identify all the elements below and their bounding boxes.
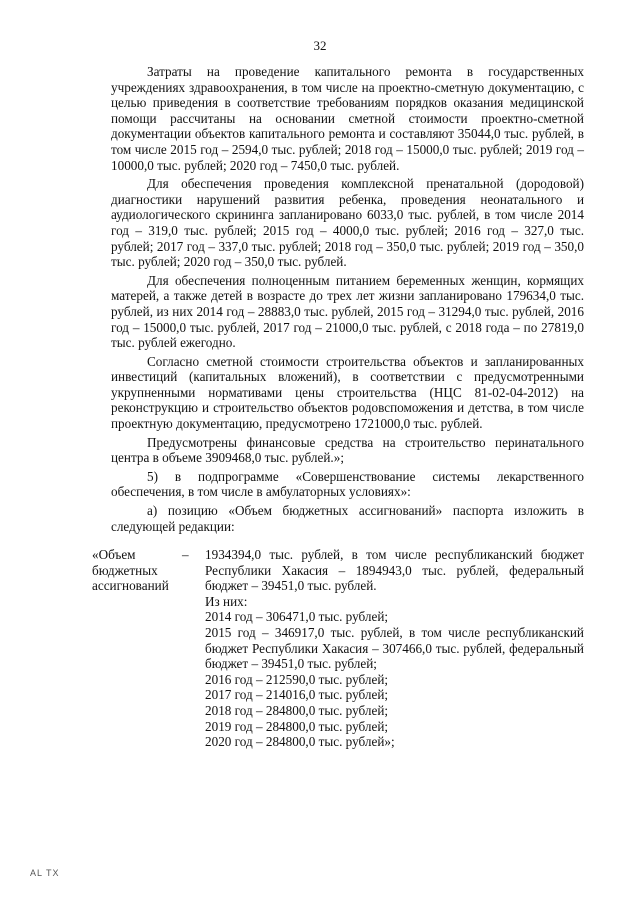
document-body [111, 64, 584, 537]
passport-year-2016: 2016 год – 212590,0 тыс. рублей; [205, 671, 389, 687]
passport-label [92, 547, 192, 594]
paragraph-subprogram-5: 5) в подпрограмме «Совершенствование системы лекарственного обеспечения, в том числе в амбулаторных условиях»: [111, 468, 584, 500]
paragraph-perinatal-center: Предусмотрены финансовые средства на строительство перинатального центра в объеме 3909468,0 тыс. рублей.»; [111, 434, 584, 466]
passport-year-2015: 2015 год – 346917,0 тыс. рублей, в том числе республиканский бюджет Республики Хакасия – 307466,0 тыс. рублей, федеральный бюджет – 39451,0 тыс. рублей; [205, 624, 584, 672]
passport-total: 1934394,0 тыс. рублей, в том числе республиканский бюджет Республики Хакасия – 1894943,0 тыс. рублей, федеральный бюджет – 39451,0 тыс. рублей. [205, 547, 584, 594]
passport-of-them: Из них: [205, 593, 248, 609]
footer-mark: AL TX [30, 868, 60, 878]
passport-year-2018: 2018 год – 284800,0 тыс. рублей; [205, 702, 389, 718]
passport-value [205, 547, 584, 750]
passport-label-line: «Объем [92, 547, 136, 562]
passport-dash: – [182, 547, 189, 562]
passport-year-2020: 2020 год – 284800,0 тыс. рублей»; [205, 734, 395, 750]
page-number: 32 [313, 38, 327, 53]
passport-year-2017: 2017 год – 214016,0 тыс. рублей; [205, 687, 389, 703]
paragraph-nutrition: Для обеспечения полноценным питанием беременных женщин, кормящих матерей, а также детей в возрасте до трех лет жизни запланировано 179634,0 тыс. рублей, из них 2014 год – 28883,0 тыс. рублей, 2015 год – 31294,0 тыс. рублей, 2016 год – 15000,0 тыс. рублей, 2017 год – 21000,0 тыс. рублей, с 2018 года – по 27819,0 тыс. рублей ежегодно. [111, 272, 584, 351]
paragraph-construction-estimate: Согласно сметной стоимости строительства объектов и запланированных инвестиций (капитальных вложений), в соответствии с предусмотренными укрупненными нормативами цены строительства (НЦС 81-02-04-2012) на реконструкцию и строительство объектов родовспоможения и детства, в том числе проектную документацию, предусмотрено 1721000,0 тыс. рублей. [111, 353, 584, 432]
passport-year-2019: 2019 год – 284800,0 тыс. рублей; [205, 718, 389, 734]
paragraph-prenatal-diagnostics: Для обеспечения проведения комплексной пренатальной (дородовой) диагностики нарушений развития ребенка, проведения неонатального и аудиологического скрининга запланировано 6033,0 тыс. рублей, в том числе 2014 год – 319,0 тыс. рублей; 2015 год – 4000,0 тыс. рублей; 2016 год – 327,0 тыс. рублей; 2017 год – 337,0 тыс. рублей; 2018 год – 350,0 тыс. рублей; 2019 год – 350,0 тыс. рублей; 2020 год – 350,0 тыс. рублей. [111, 176, 584, 270]
paragraph-capital-repair: Затраты на проведение капитального ремонта в государственных учреждениях здравоохранения, в том числе на проектно-сметную документацию, с целью приведения в соответствие требованиям порядков оказания медицинской помощи рассчитаны на основании сметной стоимости проектно-сметной документации объектов капитального ремонта и составляют 35044,0 тыс. рублей, в том числе 2015 год – 2594,0 тыс. рублей; 2018 год – 15000,0 тыс. рублей; 2019 год – 10000,0 тыс. рублей; 2020 год – 7450,0 тыс. рублей. [111, 64, 584, 173]
passport-label-line: ассигнований [92, 578, 169, 594]
passport-label-line: бюджетных [92, 562, 158, 578]
passport-year-2014: 2014 год – 306471,0 тыс. рублей; [205, 609, 389, 625]
paragraph-item-a: а) позицию «Объем бюджетных ассигнований» паспорта изложить в следующей редакции: [111, 503, 584, 534]
